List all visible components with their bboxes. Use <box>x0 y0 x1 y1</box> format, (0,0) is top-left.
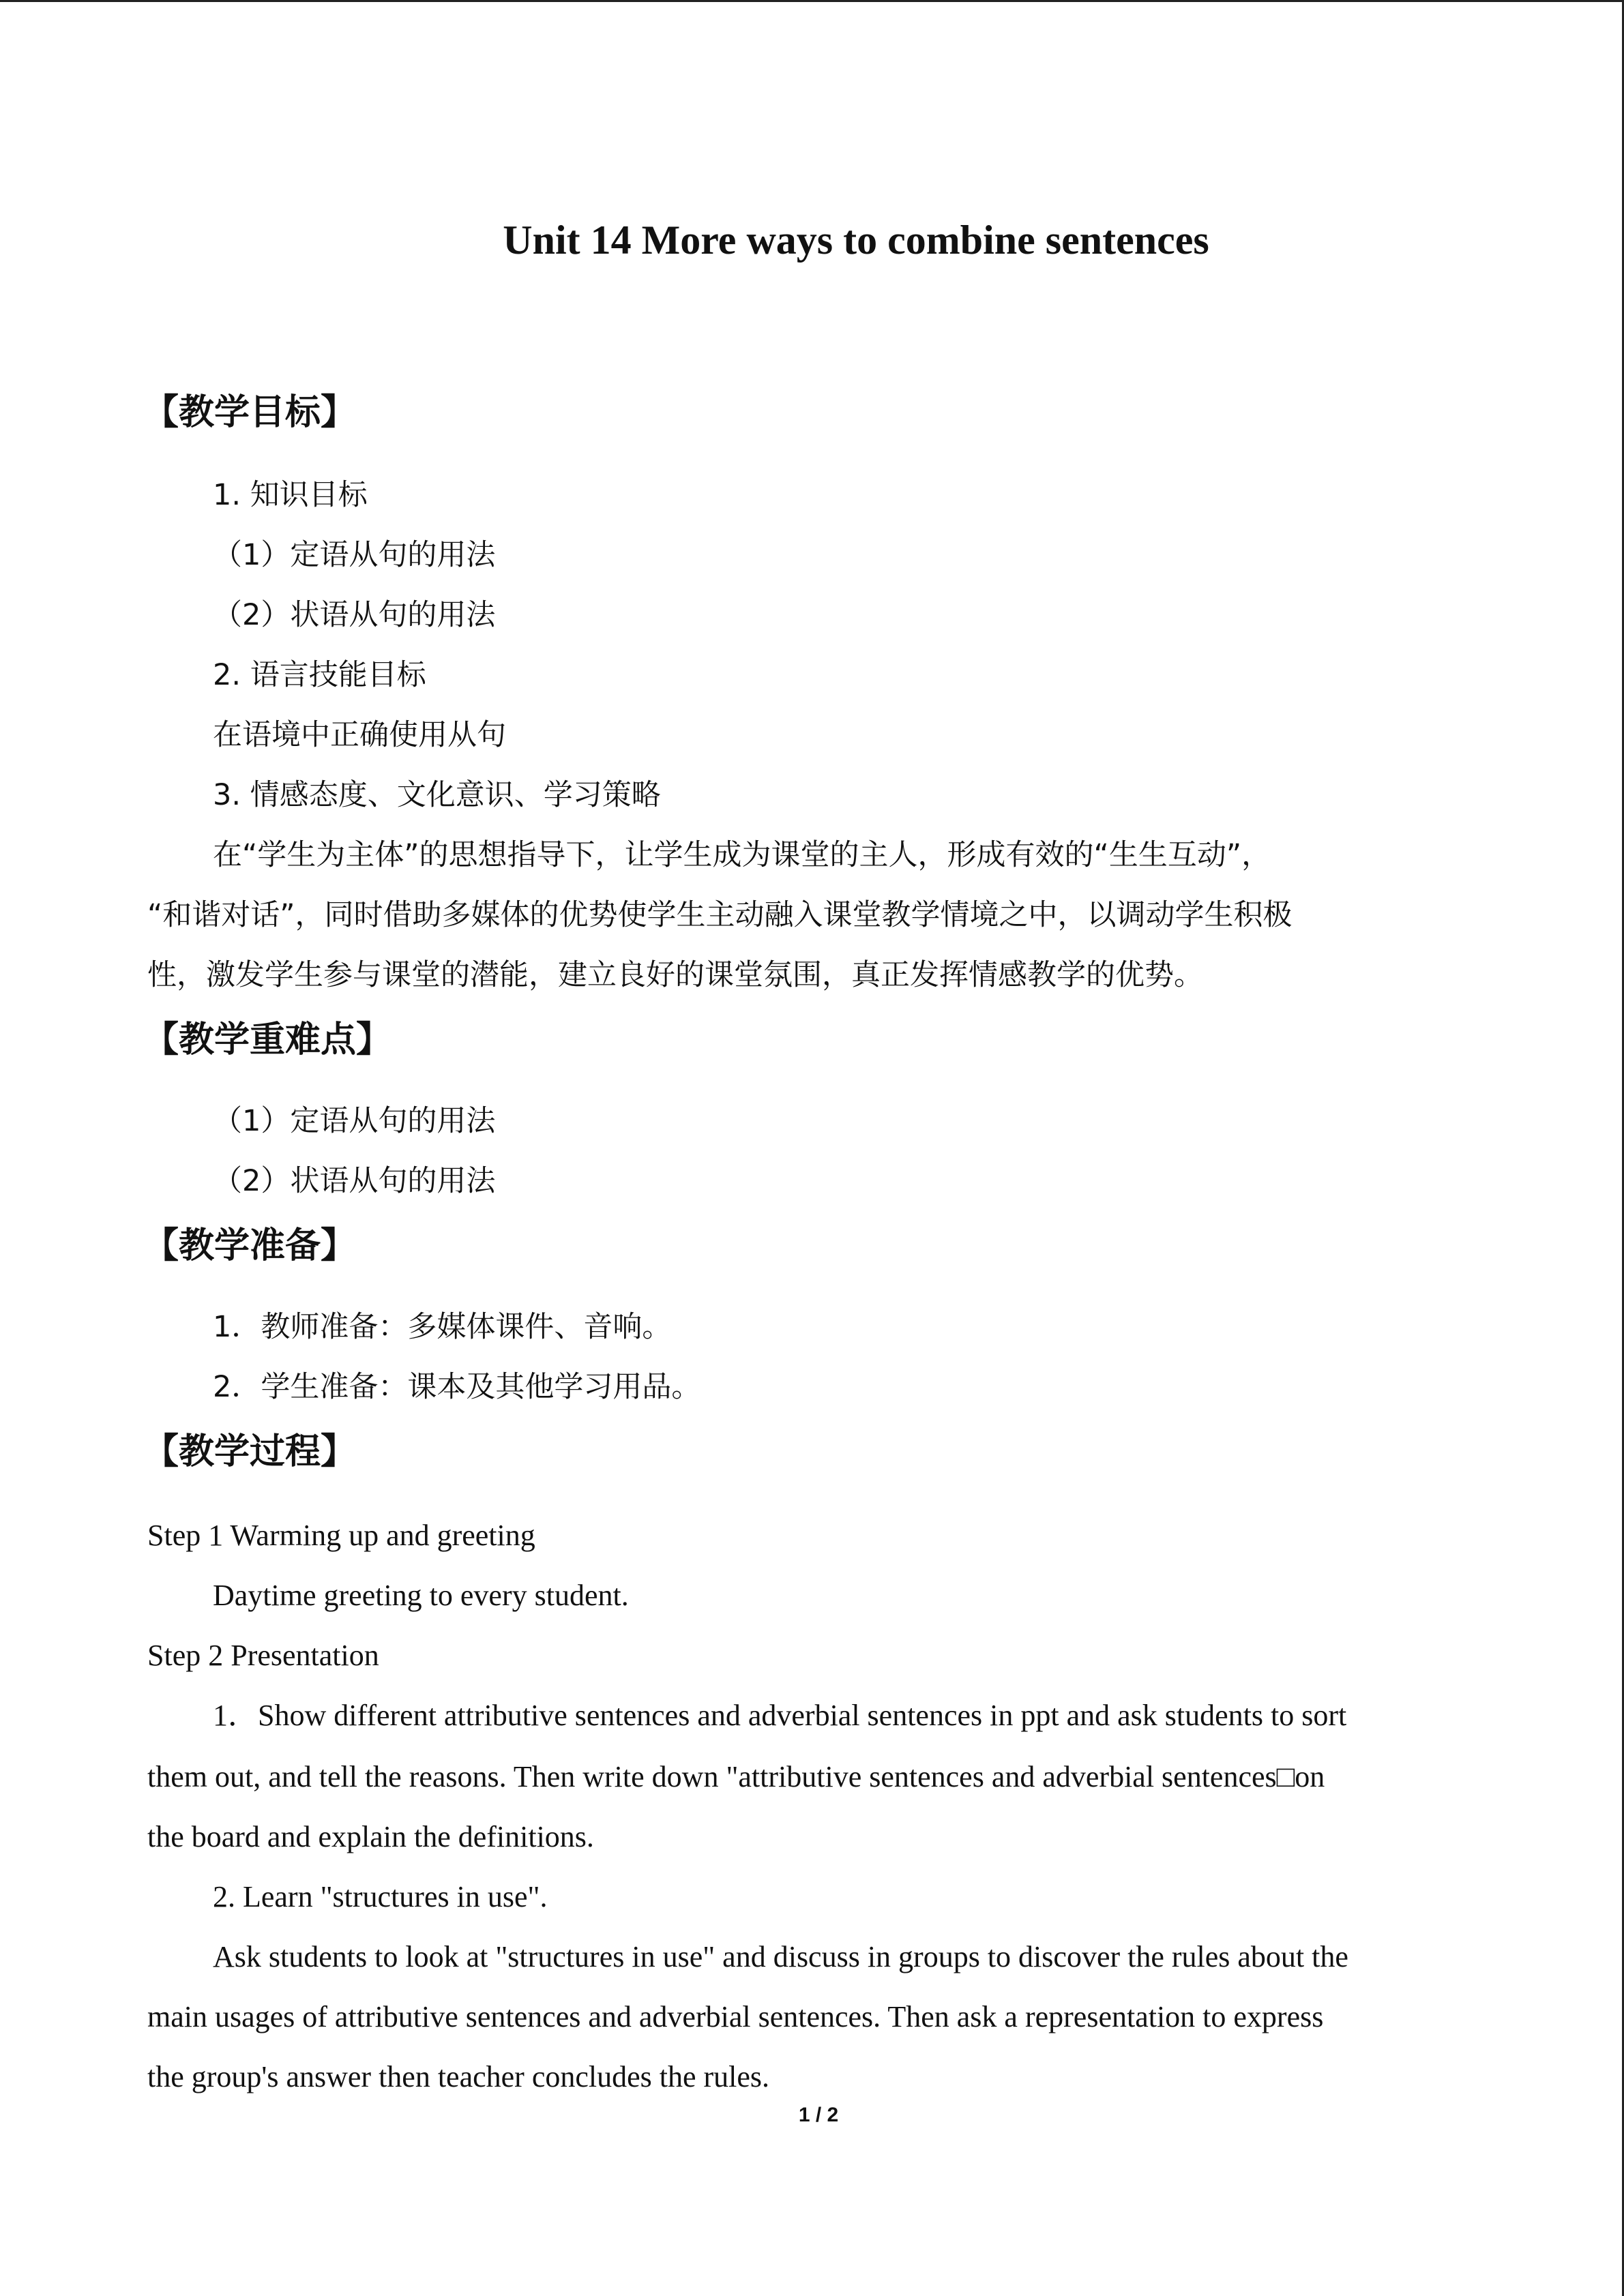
heading-preparation: 【教学准备】 <box>143 1225 357 1266</box>
process-line-9: main usages of attributive sentences and adverbial sentences. Then ask a representation to express <box>147 2000 1324 2033</box>
objectives-line-6: 3. 情感态度、文化意识、学习策略 <box>213 778 661 812</box>
page-border-top <box>0 0 1624 2</box>
process-line-4: 1．Show different attributive sentences and adverbial sentences in ppt and ask students to sort <box>213 1699 1347 1732</box>
document-title: Unit 14 More ways to combine sentences <box>503 218 1209 263</box>
preparation-line-2: 2．学生准备：课本及其他学习用品。 <box>213 1370 701 1404</box>
key-points-line-1: （1）定语从句的用法 <box>213 1104 496 1138</box>
heading-objectives: 【教学目标】 <box>143 392 357 433</box>
process-line-6: the board and explain the definitions. <box>147 1820 594 1853</box>
page-number: 1 / 2 <box>798 2104 839 2126</box>
objectives-line-3: （2）状语从句的用法 <box>213 598 496 632</box>
objectives-line-2: （1）定语从句的用法 <box>213 538 496 572</box>
heading-process: 【教学过程】 <box>143 1431 357 1472</box>
objectives-line-9: 性，激发学生参与课堂的潜能，建立良好的课堂氛围，真正发挥情感教学的优势。 <box>147 958 1203 992</box>
process-line-8: Ask students to look at "structures in use" and discuss in groups to discover the rules about the <box>213 1940 1348 1973</box>
process-step-2: Step 2 Presentation <box>147 1639 379 1672</box>
objectives-line-8: “和谐对话”，同时借助多媒体的优势使学生主动融入课堂教学情境之中，以调动学生积极 <box>147 898 1293 932</box>
preparation-line-1: 1．教师准备：多媒体课件、音响。 <box>213 1310 672 1344</box>
objectives-line-7: 在“学生为主体”的思想指导下，让学生成为课堂的主人，形成有效的“生生互动”， <box>213 838 1271 872</box>
objectives-line-1: 1. 知识目标 <box>213 478 368 512</box>
process-line-10: the group's answer then teacher concludes the rules. <box>147 2060 770 2093</box>
objectives-line-5: 在语境中正确使用从句 <box>213 718 506 752</box>
process-line-7: 2. Learn "structures in use". <box>213 1880 548 1913</box>
process-line-greeting: Daytime greeting to every student. <box>213 1579 629 1612</box>
heading-key-points: 【教学重难点】 <box>143 1019 392 1060</box>
objectives-line-4: 2. 语言技能目标 <box>213 658 426 692</box>
key-points-line-2: （2）状语从句的用法 <box>213 1164 496 1198</box>
process-step-1: Step 1 Warming up and greeting <box>147 1519 535 1552</box>
process-line-5: them out, and tell the reasons. Then write down "attributive sentences and adverbial sentences□on <box>147 1760 1325 1793</box>
